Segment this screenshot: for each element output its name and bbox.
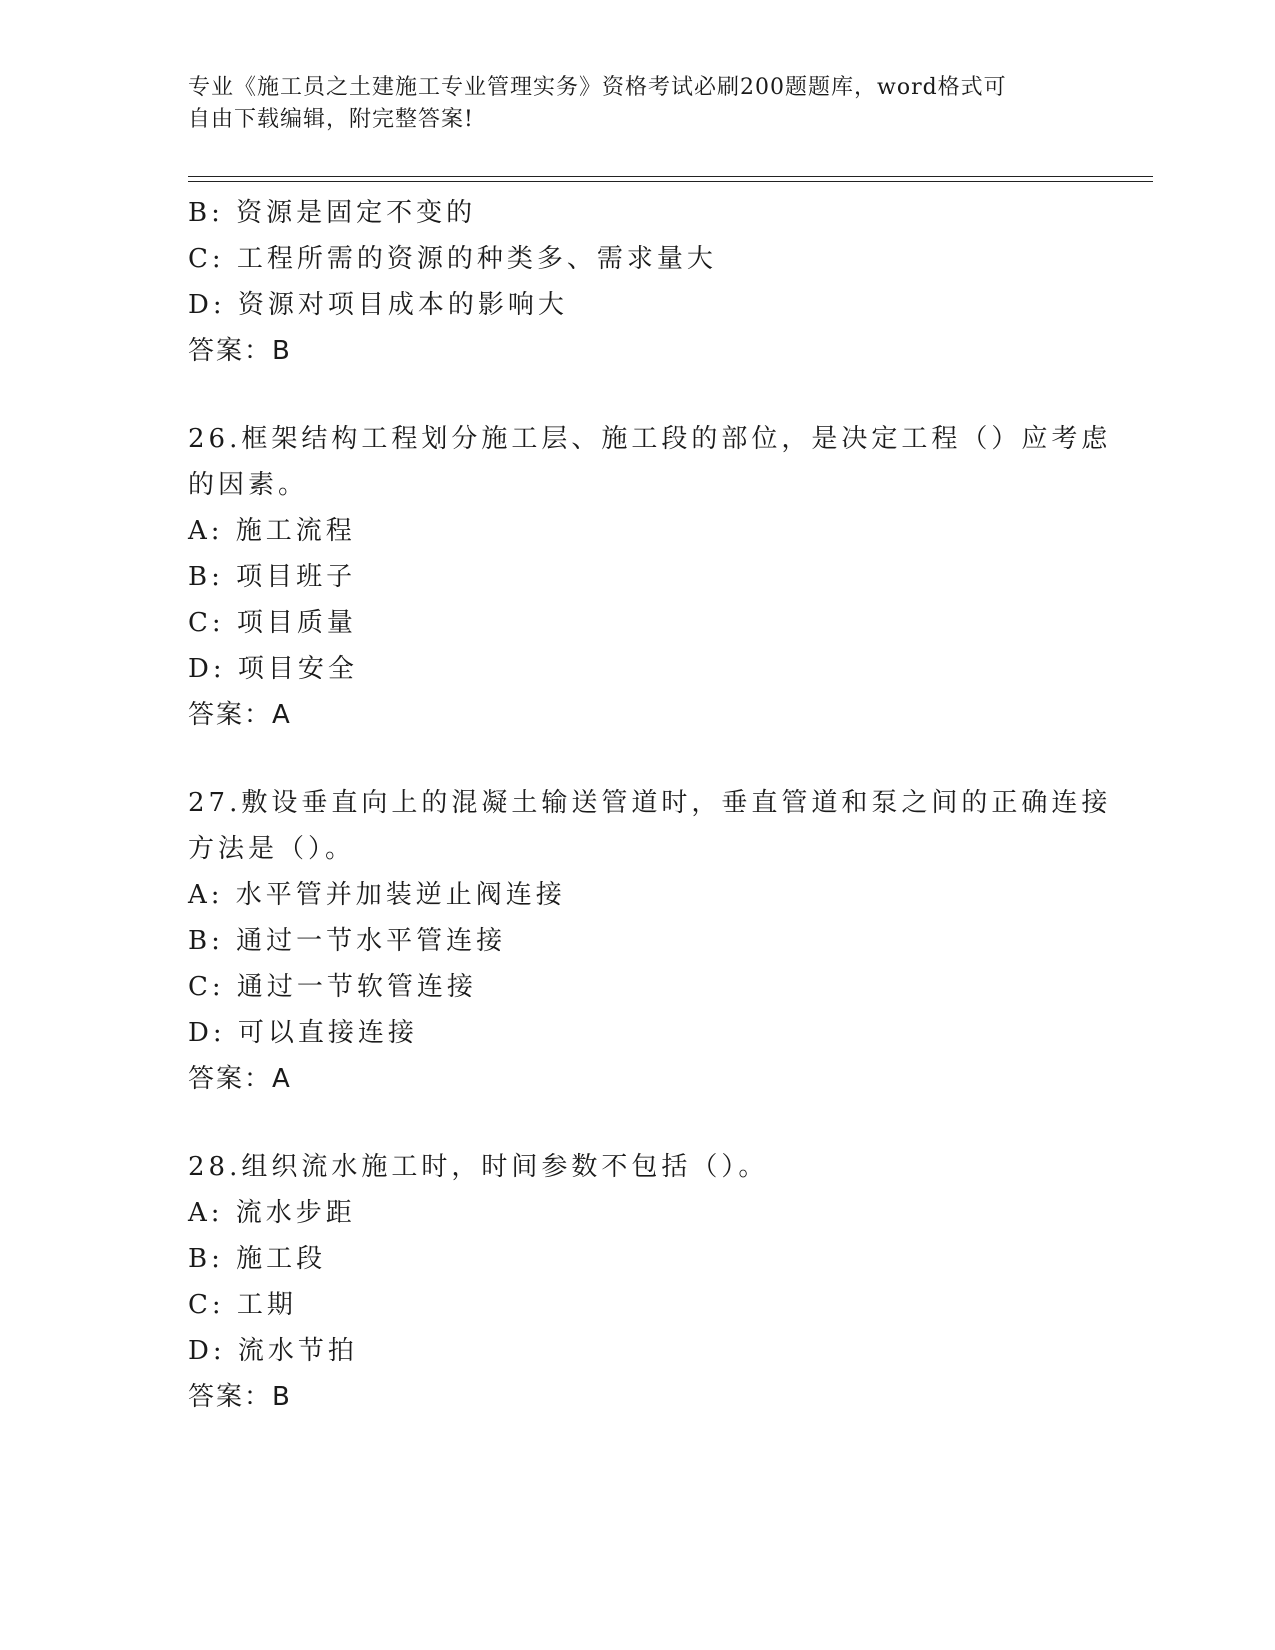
question-stem-line-1: 28.组织流水施工时，时间参数不包括（）。	[188, 1152, 769, 1182]
option-b: B: 通过一节水平管连接	[188, 926, 507, 956]
option-b: B: 项目班子	[188, 562, 357, 592]
question-stem-line-2: 的因素。	[188, 470, 309, 500]
option-a: A: 施工流程	[188, 516, 356, 546]
answer-line: 答案：A	[188, 700, 292, 730]
question-25-continued	[188, 190, 1088, 374]
document-header	[188, 72, 1068, 136]
option-c: C: 工期	[188, 1290, 297, 1320]
option-c: C: 工程所需的资源的种类多、需求量大	[188, 244, 717, 274]
header-divider-bottom	[188, 181, 1153, 182]
header-divider-top	[188, 176, 1153, 177]
question-list	[188, 190, 1112, 1420]
answer-line: 答案：B	[188, 336, 292, 366]
answer-line: 答案：B	[188, 1382, 292, 1412]
question-28	[188, 1144, 1088, 1420]
question-stem-line-1: 27.敷设垂直向上的混凝土输送管道时，垂直管道和泵之间的正确连接	[188, 788, 1112, 818]
option-c: C: 项目质量	[188, 608, 357, 638]
option-a: A: 流水步距	[188, 1198, 356, 1228]
option-d: D: 项目安全	[188, 654, 358, 684]
option-a: A: 水平管并加装逆止阀连接	[188, 880, 566, 910]
option-b: B: 资源是固定不变的	[188, 198, 477, 228]
option-d: D: 流水节拍	[188, 1336, 358, 1366]
question-stem-line-1: 26.框架结构工程划分施工层、施工段的部位，是决定工程（）应考虑	[188, 424, 1112, 454]
option-c: C: 通过一节软管连接	[188, 972, 477, 1002]
header-line-2: 自由下载编辑，附完整答案!	[188, 107, 474, 132]
question-stem-line-2: 方法是（）。	[188, 834, 356, 864]
option-d: D: 资源对项目成本的影响大	[188, 290, 568, 320]
option-b: B: 施工段	[188, 1244, 327, 1274]
header-line-1: 专业《施工员之土建施工专业管理实务》资格考试必刷200题题库，word格式可	[188, 75, 1007, 100]
option-d: D: 可以直接连接	[188, 1018, 418, 1048]
question-26	[188, 416, 1112, 738]
answer-line: 答案：A	[188, 1064, 292, 1094]
question-27	[188, 780, 1112, 1102]
